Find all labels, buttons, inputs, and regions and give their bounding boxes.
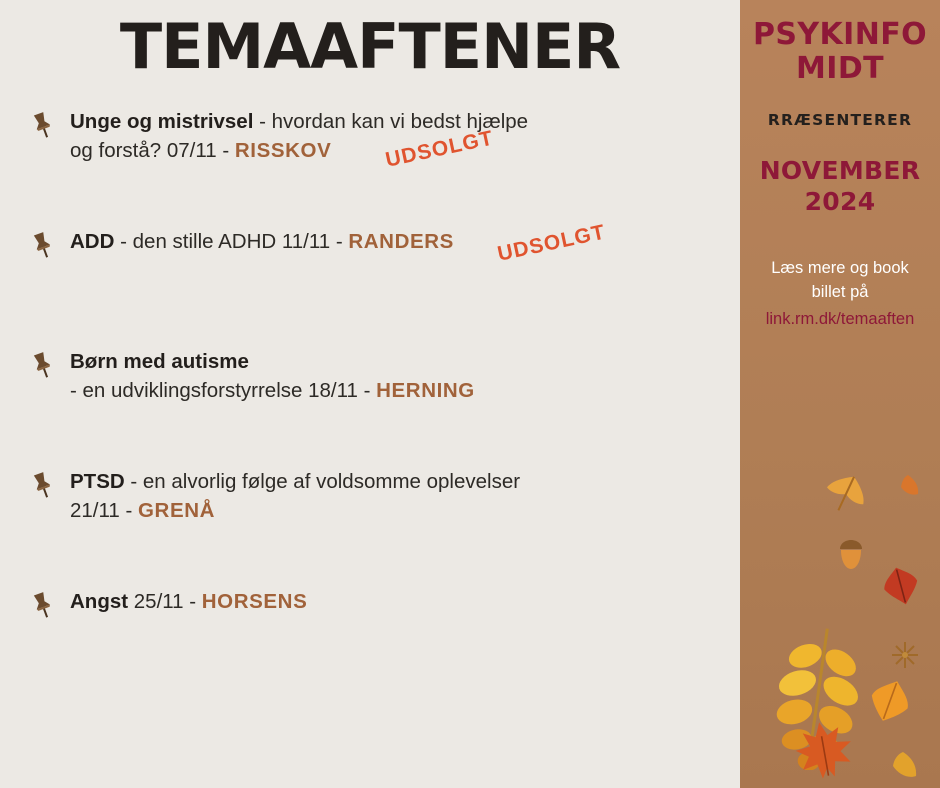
booking-info (748, 256, 932, 332)
page-title: TEMAAFTENER (119, 10, 621, 83)
event-desc-1: 25/11 - (128, 590, 202, 614)
brand-line-1: PSYKINFO (752, 17, 928, 52)
leaf-icon (822, 472, 870, 521)
presents-label: RRÆSENTERER (767, 111, 913, 130)
event-desc-2: - en udviklingsforstyrrelse 18/11 - (70, 379, 377, 403)
pushpin-icon (26, 589, 60, 623)
list-item (26, 347, 720, 415)
event-desc-1: - den stille ADHD 11/11 - (114, 230, 349, 254)
leaf-icon (868, 678, 912, 729)
brand-line-2: MIDT (796, 50, 884, 86)
compound-leaf-icon (770, 620, 866, 775)
list-item (26, 467, 720, 535)
pushpin-icon (26, 229, 60, 263)
event-text (70, 587, 720, 616)
event-place: HERNING (376, 379, 475, 403)
star-leaf-icon (890, 640, 920, 675)
sidebar (740, 0, 940, 788)
autumn-leaves-decoration (740, 440, 940, 788)
booking-line-2: billet på (811, 283, 869, 302)
year-label: 2024 (804, 187, 876, 217)
event-desc-2: 21/11 - (70, 499, 138, 523)
list-item (26, 107, 720, 175)
list-item (26, 220, 720, 295)
event-place: RANDERS (348, 230, 454, 254)
booking-link[interactable]: link.rm.dk/temaaften (765, 310, 915, 329)
event-title: Angst (70, 590, 129, 614)
month-label: NOVEMBER (759, 156, 921, 186)
brand-logo (748, 18, 932, 85)
pushpin-icon (26, 469, 60, 503)
event-title: Unge og mistrivsel (70, 110, 254, 134)
pushpin-icon (26, 109, 60, 143)
event-desc-1: - en alvorlig følge af voldsomme oplevelser (124, 470, 521, 494)
event-place: GRENÅ (138, 499, 216, 523)
event-place: HORSENS (201, 590, 308, 614)
status-badge: UDSOLGT (383, 126, 496, 172)
event-title: PTSD (70, 470, 125, 494)
event-text (70, 347, 720, 405)
event-text (70, 227, 720, 256)
status-badge: UDSOLGT (495, 220, 608, 266)
event-desc-2: og forstå? 07/11 - (70, 139, 235, 163)
leaf-icon (895, 474, 921, 505)
leaf-icon (886, 750, 920, 788)
pushpin-icon (26, 349, 60, 383)
leaf-icon (880, 565, 922, 612)
list-item (26, 587, 720, 655)
event-place: RISSKOV (234, 139, 332, 163)
date-block (748, 155, 932, 218)
event-desc-1: - hvordan kan vi bedst hjælpe (253, 110, 529, 134)
maple-leaf-icon (792, 718, 856, 787)
event-list (0, 107, 740, 655)
acorn-icon (836, 538, 866, 577)
event-title: Børn med autisme (70, 350, 249, 374)
booking-line-1: Læs mere og book (771, 258, 909, 277)
event-title: ADD (70, 230, 115, 254)
event-text (70, 467, 720, 525)
